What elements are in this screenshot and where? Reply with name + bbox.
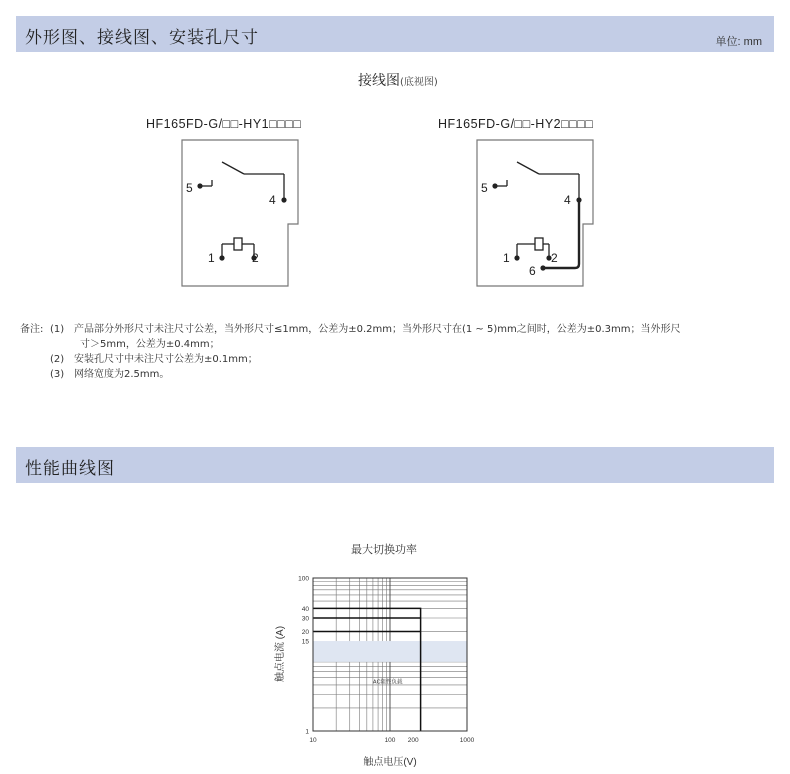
x-tick-label: 10 <box>309 737 317 744</box>
pin-label: 2 <box>252 251 259 265</box>
section-title: 性能曲线图 <box>25 459 115 479</box>
wiring-diagram-hy1 <box>170 134 310 296</box>
wiring-title-text: 接线图 <box>358 73 400 89</box>
x-tick-label: 100 <box>384 737 396 744</box>
model-label-hy1: HF165FD-G/□□-HY1□□□□ <box>146 117 302 131</box>
x-tick-label: 200 <box>407 737 419 744</box>
x-axis-label: 触点电压(V) <box>363 757 417 768</box>
chart-band <box>313 641 467 662</box>
pin-label: 5 <box>186 181 193 195</box>
section-header-curves <box>16 447 774 483</box>
max-switching-power-chart <box>270 562 490 774</box>
pin-label: 1 <box>503 251 510 265</box>
chart-title: 最大切换功率 <box>351 543 417 556</box>
note-3: (3) 网络宽度为2.5mm。 <box>50 369 170 380</box>
section-header-dimensions <box>16 16 774 52</box>
wiring-subtitle: (底视图) <box>400 77 438 88</box>
pin-label: 2 <box>551 251 558 265</box>
chart-annotation: AC阻性负载 <box>372 679 403 686</box>
pin-label: 5 <box>481 181 488 195</box>
wiring-diagram-hy2 <box>465 134 605 296</box>
model-label-hy2: HF165FD-G/□□-HY2□□□□ <box>438 117 594 131</box>
wiring-title <box>358 70 438 90</box>
unit-label: 单位: mm <box>715 36 762 48</box>
y-tick-label: 1 <box>305 728 309 736</box>
y-tick-label: 20 <box>301 628 309 636</box>
y-axis-label: 触点电流 (A) <box>275 625 286 683</box>
note-1-cont: 寸＞5mm，公差为±0.4mm； <box>80 339 220 350</box>
pin-label: 4 <box>269 193 276 207</box>
notes-block <box>20 322 780 382</box>
x-tick-label: 1000 <box>459 737 475 744</box>
note-2: (2) 安装孔尺寸中未注尺寸公差为±0.1mm； <box>50 354 258 365</box>
pin-label: 4 <box>564 193 571 207</box>
y-tick-label: 15 <box>301 638 309 646</box>
notes-label: 备注: <box>20 324 44 335</box>
y-tick-label: 30 <box>301 615 309 623</box>
pin-label: 6 <box>529 264 536 278</box>
y-tick-label: 100 <box>298 575 309 583</box>
y-tick-label: 40 <box>301 605 309 613</box>
section-title: 外形图、接线图、安装孔尺寸 <box>25 28 259 48</box>
note-1: 备注: (1) 产品部分外形尺寸未注尺寸公差，当外形尺寸≤1mm，公差为±0.2mm；当外形尺寸在(1 ~ 5)mm之间时，公差为±0.3mm；当外形尺 <box>20 324 681 335</box>
pin-label: 1 <box>208 251 215 265</box>
